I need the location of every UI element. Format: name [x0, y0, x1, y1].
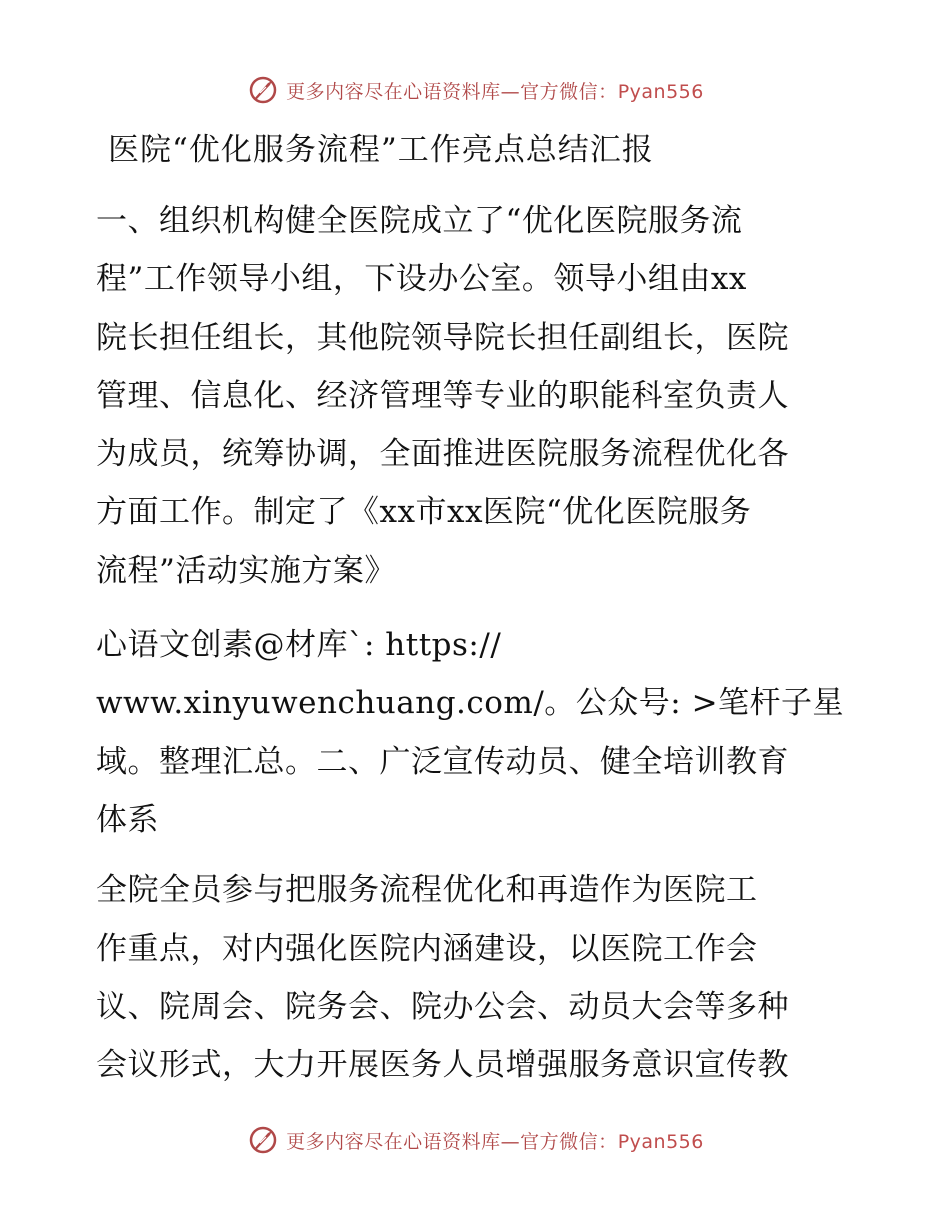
text-line: 体系	[96, 801, 159, 838]
document-body	[96, 120, 856, 1094]
text-line: 方面工作。制定了《xx市xx医院“优化医院服务	[96, 494, 752, 531]
text-line: 心语文创素@材库`: https://	[96, 627, 502, 664]
text-line: 为成员，统筹协调，全面推进医院服务流程优化各	[96, 436, 789, 473]
watermark-group	[246, 73, 704, 107]
paragraph-staff-participation	[96, 861, 856, 1094]
watermark-separator: —	[500, 1130, 521, 1153]
watermark-wechat-label: 官方微信：	[520, 1130, 618, 1153]
quill-pen-logo-icon	[246, 73, 280, 107]
text-line: 院长担任组长，其他院领导院长担任副组长，医院	[96, 319, 789, 356]
paragraph-organization	[96, 192, 856, 600]
header-watermark	[0, 70, 950, 110]
watermark-separator: —	[500, 80, 521, 103]
watermark-text	[286, 77, 704, 104]
text-line: www.xinyuwenchuang.com/。公众号: >笔杆子星	[96, 685, 845, 722]
text-line: 流程”活动实施方案》	[96, 552, 396, 589]
watermark-wechat-id: Pyan556	[617, 80, 704, 103]
watermark-wechat-id: Pyan556	[617, 1130, 704, 1153]
watermark-site-text: 更多内容尽在心语资料库	[286, 80, 501, 103]
watermark-site-text: 更多内容尽在心语资料库	[286, 1130, 501, 1153]
watermark-wechat-label: 官方微信：	[520, 80, 618, 103]
text-line: 一、组织机构健全医院成立了“优化医院服务流	[96, 203, 743, 239]
text-line: 管理、信息化、经济管理等专业的职能科室负责人	[96, 377, 789, 414]
text-line: 议、院周会、院务会、院办公会、动员大会等多种	[96, 988, 789, 1025]
quill-pen-logo-icon	[246, 1123, 280, 1157]
text-line: 域。整理汇总。二、广泛宣传动员、健全培训教育	[96, 743, 789, 780]
text-line: 作重点，对内强化医院内涵建设，以医院工作会	[96, 930, 758, 967]
text-line: 全院全员参与把服务流程优化和再造作为医院工	[96, 872, 758, 909]
text-line: 程”工作领导小组，下设办公室。领导小组由xx	[96, 261, 747, 298]
text-line: 会议形式，大力开展医务人员增强服务意识宣传教	[96, 1047, 789, 1084]
footer-watermark	[0, 1120, 950, 1160]
watermark-group	[246, 1123, 704, 1157]
document-title: 医院“优化服务流程”工作亮点总结汇报	[108, 132, 654, 168]
watermark-text	[286, 1127, 704, 1154]
paragraph-source-and-publicity	[96, 616, 856, 849]
